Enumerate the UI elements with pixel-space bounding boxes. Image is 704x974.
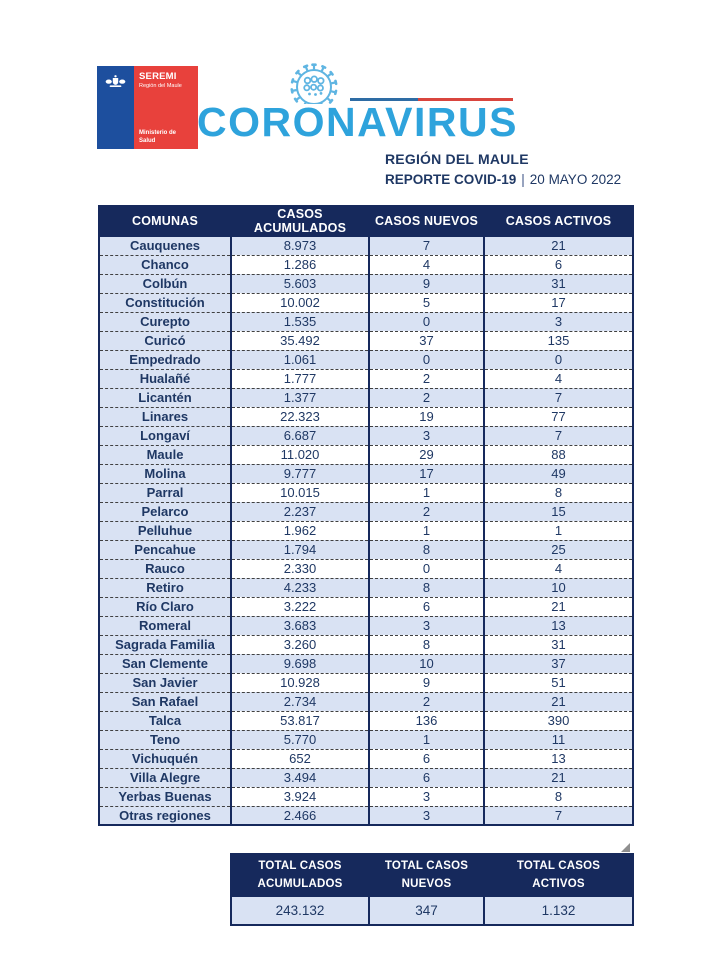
activos-cell: 21 [484, 597, 633, 616]
nuevos-cell: 8 [369, 540, 484, 559]
activos-cell: 31 [484, 274, 633, 293]
logo-ministry-text: Ministerio de Salud [139, 129, 177, 144]
table-row [99, 350, 633, 369]
comuna-cell: Curicó [99, 331, 231, 350]
nuevos-cell: 19 [369, 407, 484, 426]
acumulados-cell: 3.260 [231, 635, 369, 654]
logo-seremi-text: SEREMI [139, 71, 177, 82]
activos-cell: 135 [484, 331, 633, 350]
acumulados-cell: 1.061 [231, 350, 369, 369]
comuna-cell: Parral [99, 483, 231, 502]
activos-cell: 13 [484, 749, 633, 768]
nuevos-cell: 136 [369, 711, 484, 730]
acumulados-cell: 652 [231, 749, 369, 768]
nuevos-cell: 0 [369, 350, 484, 369]
comuna-cell: San Javier [99, 673, 231, 692]
acumulados-cell: 3.494 [231, 768, 369, 787]
comuna-cell: Río Claro [99, 597, 231, 616]
column-header-nuevos: CASOS NUEVOS [369, 206, 484, 236]
table-row [99, 806, 633, 825]
acumulados-cell: 9.777 [231, 464, 369, 483]
activos-cell: 77 [484, 407, 633, 426]
nuevos-cell: 9 [369, 673, 484, 692]
nuevos-cell: 10 [369, 654, 484, 673]
comuna-cell: Teno [99, 730, 231, 749]
comuna-cell: Vichuquén [99, 749, 231, 768]
activos-cell: 10 [484, 578, 633, 597]
table-row [99, 540, 633, 559]
report-date: 20 MAYO 2022 [529, 172, 622, 187]
table-row [99, 521, 633, 540]
acumulados-cell: 1.377 [231, 388, 369, 407]
comuna-cell: Talca [99, 711, 231, 730]
activos-cell: 13 [484, 616, 633, 635]
coronavirus-icon [282, 57, 346, 104]
acumulados-cell: 53.817 [231, 711, 369, 730]
nuevos-cell: 0 [369, 312, 484, 331]
report-title-text: REPORTE COVID-19 [385, 172, 517, 187]
table-row [99, 768, 633, 787]
comuna-cell: Romeral [99, 616, 231, 635]
nuevos-cell: 3 [369, 806, 484, 825]
acumulados-cell: 10.002 [231, 293, 369, 312]
acumulados-cell: 5.770 [231, 730, 369, 749]
activos-cell: 88 [484, 445, 633, 464]
activos-cell: 8 [484, 787, 633, 806]
nuevos-cell: 37 [369, 331, 484, 350]
comuna-cell: Cauquenes [99, 236, 231, 255]
table-row [99, 616, 633, 635]
table-row [99, 692, 633, 711]
report-subtitle [385, 172, 621, 187]
acumulados-cell: 8.973 [231, 236, 369, 255]
totals-value-row [231, 896, 633, 925]
table-row [99, 464, 633, 483]
comuna-cell: Longaví [99, 426, 231, 445]
acumulados-cell: 4.233 [231, 578, 369, 597]
nuevos-cell: 9 [369, 274, 484, 293]
acumulados-cell: 10.015 [231, 483, 369, 502]
logo-red-panel [134, 66, 198, 149]
comunas-table-body [99, 236, 633, 825]
nuevos-cell: 8 [369, 578, 484, 597]
activos-cell: 390 [484, 711, 633, 730]
table-row [99, 502, 633, 521]
logo-blue-panel [97, 66, 134, 149]
region-title: REGIÓN DEL MAULE [385, 151, 529, 167]
column-header-activos: CASOS ACTIVOS [484, 206, 633, 236]
table-row [99, 578, 633, 597]
activos-cell: 21 [484, 692, 633, 711]
acumulados-cell: 2.466 [231, 806, 369, 825]
acumulados-cell: 9.698 [231, 654, 369, 673]
nuevos-cell: 2 [369, 502, 484, 521]
column-header-comunas: COMUNAS [99, 206, 231, 236]
activos-cell: 49 [484, 464, 633, 483]
brand-title: CORONAVIRUS [197, 99, 518, 145]
activos-cell: 6 [484, 255, 633, 274]
acumulados-cell: 35.492 [231, 331, 369, 350]
nuevos-cell: 3 [369, 426, 484, 445]
seremi-logo [97, 66, 198, 149]
table-row [99, 445, 633, 464]
table-row [99, 597, 633, 616]
comuna-cell: Chanco [99, 255, 231, 274]
totals-value-acumulados: 243.132 [231, 896, 369, 925]
activos-cell: 4 [484, 369, 633, 388]
activos-cell: 31 [484, 635, 633, 654]
totals-header-line: TOTAL CASOS [516, 859, 601, 872]
table-header-row [99, 206, 633, 236]
chile-coat-of-arms-icon [102, 71, 129, 95]
activos-cell: 7 [484, 426, 633, 445]
comuna-cell: Colbún [99, 274, 231, 293]
acumulados-cell: 3.924 [231, 787, 369, 806]
activos-cell: 4 [484, 559, 633, 578]
table-row [99, 274, 633, 293]
comuna-cell: Curepto [99, 312, 231, 331]
comuna-cell: Pencahue [99, 540, 231, 559]
comuna-cell: Rauco [99, 559, 231, 578]
totals-value-activos: 1.132 [484, 896, 633, 925]
table-row [99, 255, 633, 274]
comuna-cell: Otras regiones [99, 806, 231, 825]
totals-header-activos [484, 854, 633, 896]
nuevos-cell: 1 [369, 730, 484, 749]
nuevos-cell: 1 [369, 521, 484, 540]
acumulados-cell: 22.323 [231, 407, 369, 426]
comuna-cell: Molina [99, 464, 231, 483]
acumulados-cell: 3.222 [231, 597, 369, 616]
activos-cell: 11 [484, 730, 633, 749]
acumulados-cell: 2.330 [231, 559, 369, 578]
acumulados-cell: 3.683 [231, 616, 369, 635]
comuna-cell: Sagrada Familia [99, 635, 231, 654]
nuevos-cell: 4 [369, 255, 484, 274]
table-row [99, 711, 633, 730]
totals-header-line: NUEVOS [401, 878, 452, 890]
table-row [99, 388, 633, 407]
logo-region-text: Región del Maule [139, 83, 182, 89]
acumulados-cell: 1.962 [231, 521, 369, 540]
comuna-cell: Retiro [99, 578, 231, 597]
totals-header-line: ACUMULADOS [257, 878, 343, 890]
table-row [99, 426, 633, 445]
acumulados-cell: 11.020 [231, 445, 369, 464]
table-row [99, 236, 633, 255]
table-row [99, 559, 633, 578]
activos-cell: 8 [484, 483, 633, 502]
activos-cell: 7 [484, 806, 633, 825]
acumulados-cell: 1.794 [231, 540, 369, 559]
acumulados-cell: 1.286 [231, 255, 369, 274]
nuevos-cell: 8 [369, 635, 484, 654]
totals-header-acumulados [231, 854, 369, 896]
nuevos-cell: 2 [369, 692, 484, 711]
table-row [99, 673, 633, 692]
acumulados-cell: 2.237 [231, 502, 369, 521]
activos-cell: 1 [484, 521, 633, 540]
totals-header-row [231, 854, 633, 896]
comuna-cell: San Rafael [99, 692, 231, 711]
corner-artifact [621, 843, 630, 852]
table-row [99, 483, 633, 502]
nuevos-cell: 7 [369, 236, 484, 255]
acumulados-cell: 10.928 [231, 673, 369, 692]
nuevos-cell: 3 [369, 787, 484, 806]
comuna-cell: Yerbas Buenas [99, 787, 231, 806]
table-row [99, 331, 633, 350]
table-row [99, 749, 633, 768]
comuna-cell: Empedrado [99, 350, 231, 369]
table-row [99, 787, 633, 806]
totals-header-nuevos [369, 854, 484, 896]
nuevos-cell: 2 [369, 369, 484, 388]
activos-cell: 3 [484, 312, 633, 331]
activos-cell: 51 [484, 673, 633, 692]
nuevos-cell: 17 [369, 464, 484, 483]
totals-header-line: ACTIVOS [532, 878, 585, 890]
activos-cell: 21 [484, 768, 633, 787]
totals-header-line: TOTAL CASOS [384, 859, 469, 872]
comuna-cell: Constitución [99, 293, 231, 312]
acumulados-cell: 2.734 [231, 692, 369, 711]
activos-cell: 15 [484, 502, 633, 521]
table-row [99, 654, 633, 673]
nuevos-cell: 6 [369, 768, 484, 787]
comuna-cell: Pelluhue [99, 521, 231, 540]
activos-cell: 17 [484, 293, 633, 312]
activos-cell: 25 [484, 540, 633, 559]
comuna-cell: San Clemente [99, 654, 231, 673]
acumulados-cell: 1.535 [231, 312, 369, 331]
comuna-cell: Licantén [99, 388, 231, 407]
totals-header-line: TOTAL CASOS [258, 859, 342, 872]
nuevos-cell: 3 [369, 616, 484, 635]
table-row [99, 730, 633, 749]
table-row [99, 312, 633, 331]
comuna-cell: Pelarco [99, 502, 231, 521]
activos-cell: 7 [484, 388, 633, 407]
report-separator: | [521, 172, 525, 187]
activos-cell: 0 [484, 350, 633, 369]
nuevos-cell: 2 [369, 388, 484, 407]
acumulados-cell: 1.777 [231, 369, 369, 388]
acumulados-cell: 6.687 [231, 426, 369, 445]
nuevos-cell: 29 [369, 445, 484, 464]
acumulados-cell: 5.603 [231, 274, 369, 293]
table-row [99, 293, 633, 312]
activos-cell: 37 [484, 654, 633, 673]
column-header-acumulados: CASOS ACUMULADOS [231, 206, 369, 236]
table-row [99, 369, 633, 388]
table-row [99, 407, 633, 426]
nuevos-cell: 6 [369, 749, 484, 768]
comunas-table [98, 205, 634, 826]
nuevos-cell: 1 [369, 483, 484, 502]
totals-table [230, 853, 634, 926]
table-row [99, 635, 633, 654]
totals-value-nuevos: 347 [369, 896, 484, 925]
nuevos-cell: 0 [369, 559, 484, 578]
nuevos-cell: 5 [369, 293, 484, 312]
comuna-cell: Villa Alegre [99, 768, 231, 787]
comuna-cell: Maule [99, 445, 231, 464]
nuevos-cell: 6 [369, 597, 484, 616]
comuna-cell: Linares [99, 407, 231, 426]
comuna-cell: Hualañé [99, 369, 231, 388]
activos-cell: 21 [484, 236, 633, 255]
